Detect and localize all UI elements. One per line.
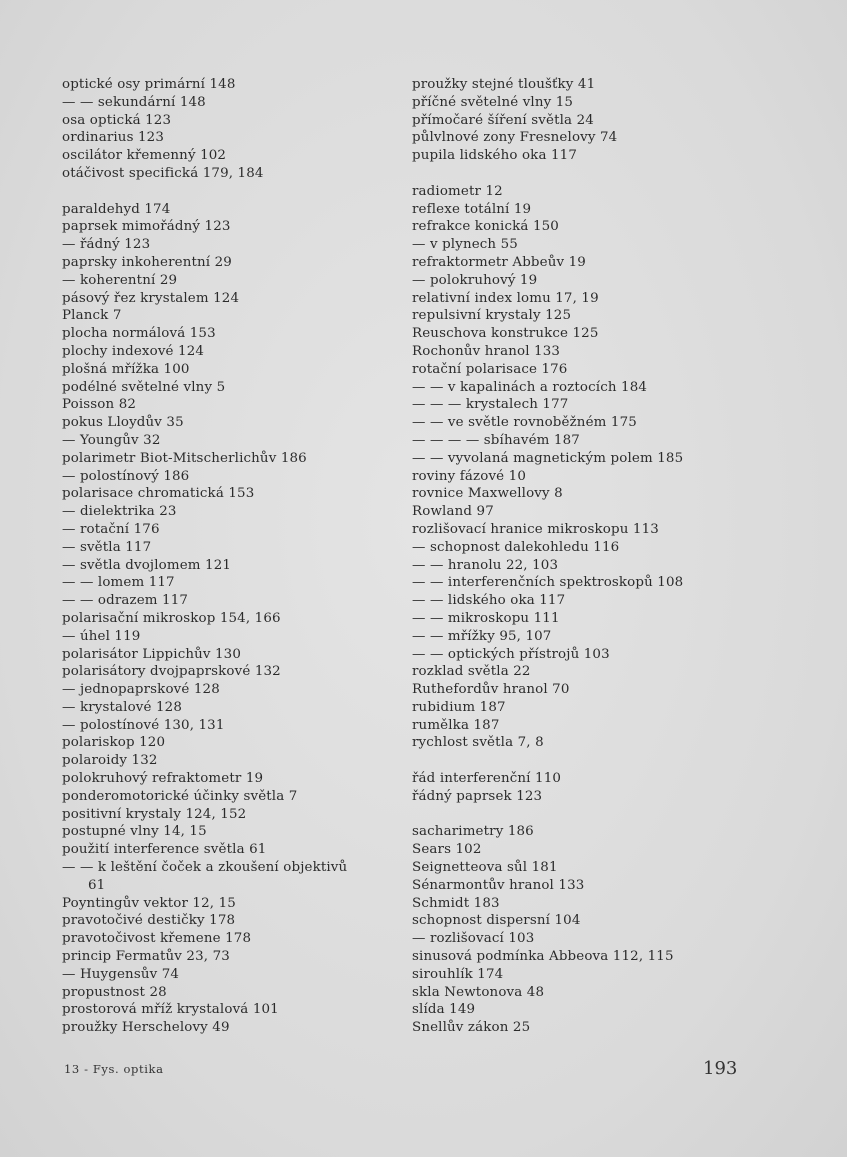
index-entry: — — — krystalech 177: [412, 397, 569, 413]
index-entry: refrakce konická 150: [412, 219, 559, 235]
index-entry: — — interferenčních spektroskopů 108: [412, 575, 684, 591]
index-entry: Poisson 82: [62, 397, 137, 413]
index-entry: prostorová mříž krystalová 101: [62, 1002, 279, 1018]
index-entry: polarisační mikroskop 154, 166: [62, 610, 281, 626]
index-entry: polokruhový refraktometr 19: [62, 771, 264, 787]
index-section-gap: [412, 165, 832, 183]
index-entry: schopnost dispersní 104: [412, 913, 581, 929]
index-entry: — polostínový 186: [62, 468, 190, 484]
index-entry: — — k leštění čoček a zkoušení objektivů: [62, 860, 348, 876]
index-entry: osa optická 123: [62, 112, 172, 128]
index-entry: skla Newtonova 48: [412, 984, 545, 1000]
page-number: 193: [703, 1058, 738, 1079]
index-entry: sinusová podmínka Abbeova 112, 115: [412, 949, 674, 965]
index-entry: plošná mřížka 100: [62, 361, 190, 377]
index-entry: slída 149: [412, 1002, 476, 1018]
index-entry: — — v kapalinách a roztocích 184: [412, 379, 648, 395]
index-entry: Planck 7: [62, 308, 122, 324]
index-entry: — jednopaprskové 128: [62, 682, 220, 698]
index-entry: pokus Lloydův 35: [62, 415, 184, 431]
index-entry: polaroidy 132: [62, 753, 158, 769]
index-entry: pásový řez krystalem 124: [62, 290, 240, 306]
index-entry: polarisátory dvojpaprskové 132: [62, 664, 281, 680]
index-entry: Rochonův hranol 133: [412, 343, 561, 359]
index-entry: Poyntingův vektor 12, 15: [62, 895, 236, 911]
index-entry: — koherentní 29: [62, 272, 178, 288]
index-column-right: [412, 76, 832, 1037]
index-entry: repulsivní krystaly 125: [412, 308, 572, 324]
index-entry: — — ve světle rovnoběžném 175: [412, 415, 637, 431]
index-entry: paprsky inkoherentní 29: [62, 254, 232, 270]
index-entry: rychlost světla 7, 8: [412, 735, 544, 751]
index-entry: — světla dvojlomem 121: [62, 557, 232, 573]
index-entry: řád interferenční 110: [412, 771, 562, 787]
index-entry: rotační polarisace 176: [412, 361, 568, 377]
index-entry: — — optických přístrojů 103: [412, 646, 610, 662]
index-entry: — — vyvolaná magnetickým polem 185: [412, 450, 684, 466]
index-entry: pravotočivost křemene 178: [62, 931, 252, 947]
index-entry: — schopnost dalekohledu 116: [412, 539, 620, 555]
index-entry: — Youngův 32: [62, 432, 161, 448]
index-entry: paraldehyd 174: [62, 201, 171, 217]
index-entry: pravotočivé destičky 178: [62, 913, 236, 929]
index-entry: relativní index lomu 17, 19: [412, 290, 599, 306]
index-entry: Rowland 97: [412, 504, 494, 520]
index-entry: — — lomem 117: [62, 575, 175, 591]
index-entry: — v plynech 55: [412, 237, 518, 253]
index-entry: ponderomotorické účinky světla 7: [62, 788, 298, 804]
footer-signature: 13 - Fys. optika: [64, 1062, 164, 1076]
index-entry: Sénarmontův hranol 133: [412, 877, 585, 893]
index-entry: — — hranolu 22, 103: [412, 557, 559, 573]
index-entry: — rozlišovací 103: [412, 931, 535, 947]
index-entry: radiometr 12: [412, 183, 503, 199]
index-entry: Schmidt 183: [412, 895, 500, 911]
index-entry: pupila lidského oka 117: [412, 148, 577, 164]
index-entry: — — mřížky 95, 107: [412, 628, 552, 644]
index-entry: Sears 102: [412, 842, 482, 858]
index-entry: — řádný 123: [62, 237, 151, 253]
index-section-gap: [412, 806, 832, 824]
index-entry: přímočaré šíření světla 24: [412, 112, 594, 128]
index-entry: — krystalové 128: [62, 699, 183, 715]
index-entry: rozlišovací hranice mikroskopu 113: [412, 521, 659, 537]
index-section-gap: [412, 752, 832, 770]
index-entry: — — mikroskopu 111: [412, 610, 560, 626]
index-entry: řádný paprsek 123: [412, 788, 543, 804]
index-entry: — — sekundární 148: [62, 94, 206, 110]
index-entry: — dielektrika 23: [62, 504, 177, 520]
index-entry: polarisace chromatická 153: [62, 486, 255, 502]
index-entry: oscilátor křemenný 102: [62, 148, 227, 164]
index-entry: refraktormetr Abbeův 19: [412, 254, 586, 270]
index-entry: Reuschova konstrukce 125: [412, 326, 599, 342]
index-entry: sacharimetry 186: [412, 824, 534, 840]
index-entry: půlvlnové zony Fresnelovy 74: [412, 130, 618, 146]
index-entry: — — — — sbíhavém 187: [412, 432, 580, 448]
index-entry: optické osy primární 148: [62, 77, 236, 92]
index-entry: princip Fermatův 23, 73: [62, 949, 230, 965]
index-entry: polariskop 120: [62, 735, 166, 751]
index-entry: propustnost 28: [62, 984, 167, 1000]
index-entry: — Huygensův 74: [62, 966, 180, 982]
index-entry: podélné světelné vlny 5: [62, 379, 226, 395]
index-entry: rovnice Maxwellovy 8: [412, 486, 563, 502]
index-entry: otáčivost specifická 179, 184: [62, 165, 264, 181]
index-entry: proužky stejné tloušťky 41: [412, 77, 596, 92]
index-entry: — — lidského oka 117: [412, 593, 566, 609]
index-entry: polarimetr Biot-Mitscherlichův 186: [62, 450, 307, 466]
index-entry: — rotační 176: [62, 521, 160, 537]
index-entry: postupné vlny 14, 15: [62, 824, 207, 840]
index-entry: paprsek mimořádný 123: [62, 219, 231, 235]
index-entry: — polostínové 130, 131: [62, 717, 225, 733]
index-entry: positivní krystaly 124, 152: [62, 806, 247, 822]
index-entry: plocha normálová 153: [62, 326, 216, 342]
index-entry: roviny fázové 10: [412, 468, 526, 484]
index-entry: polarisátor Lippichův 130: [62, 646, 242, 662]
index-entry: rozklad světla 22: [412, 664, 531, 680]
index-entry: — polokruhový 19: [412, 272, 538, 288]
index-entry: proužky Herschelovy 49: [62, 1020, 230, 1036]
index-entry: příčné světelné vlny 15: [412, 94, 574, 110]
index-entry: — — odrazem 117: [62, 593, 189, 609]
index-entry: plochy indexové 124: [62, 343, 205, 359]
index-entry: použití interference světla 61: [62, 842, 267, 858]
index-entry: rubidium 187: [412, 699, 506, 715]
index-entry: rumělka 187: [412, 717, 500, 733]
index-entry: Seignetteova sůl 181: [412, 860, 558, 876]
index-entry: Snellův zákon 25: [412, 1020, 531, 1036]
index-entry: sirouhlík 174: [412, 966, 504, 982]
index-entry: reflexe totální 19: [412, 201, 532, 217]
index-entry: Ruthefordův hranol 70: [412, 682, 570, 698]
index-entry: ordinarius 123: [62, 130, 165, 146]
index-entry: 61: [88, 877, 106, 893]
index-entry: — světla 117: [62, 539, 152, 555]
index-entry: — úhel 119: [62, 628, 141, 644]
index-section-gap: [62, 183, 392, 201]
index-column-left: [62, 76, 392, 1037]
